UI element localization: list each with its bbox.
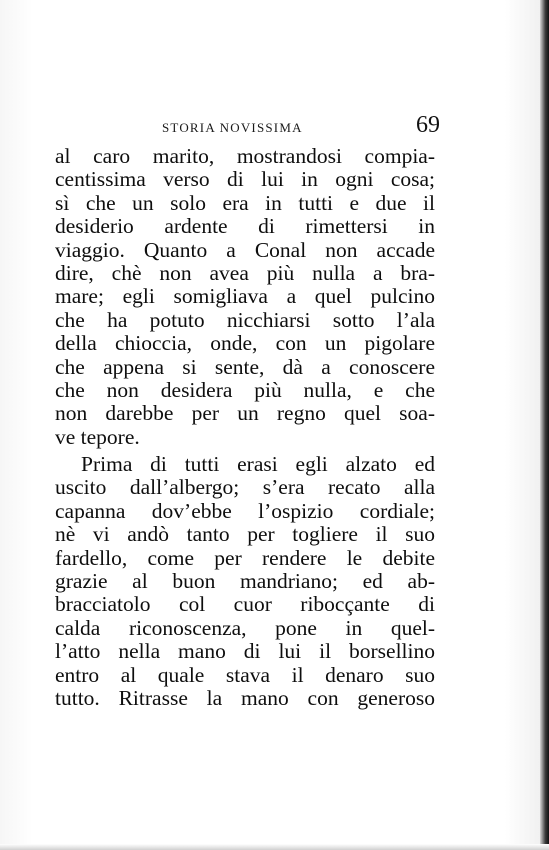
text-line: uscito dall’albergo; s’era recato alla [55,475,435,500]
text-line: al caro marito, mostrandosi compia- [55,144,435,168]
text-line: che appena si sente, dà a conoscere [55,354,435,379]
text-line: l’atto nella mano di lui il borsellino [55,639,435,664]
page-header [55,112,440,144]
text-line: entro al quale stava il denaro suo [55,662,435,687]
paragraph-2 [55,453,435,710]
text-line: calda riconoscenza, pone in quel- [55,615,435,640]
text-line: tutto. Ritrasse la mano con generoso [55,685,435,710]
page-edge-shadow [540,0,549,850]
text-line: fardello, come per rendere le debite [55,545,435,570]
text-line: dire, chè non avea più nulla a bra- [55,260,435,285]
paragraph-1 [55,145,435,449]
page-bottom-edge [0,844,549,850]
text-line: che non desidera più nulla, e che [55,377,435,402]
text-line: della chioccia, onde, con un pigolare [55,331,435,356]
text-line: viaggio. Quanto a Conal non accade [55,237,435,262]
text-line: capanna dov’ebbe l’ospizio cordiale; [55,498,435,523]
body-text [55,145,435,710]
text-line: che ha potuto nicchiarsi sotto l’ala [55,307,435,332]
text-line: bracciatolo col cuor ribocçante di [55,592,435,617]
text-line: ve tepore. [55,424,140,449]
text-line: sì che un solo era in tutti e due il [55,190,435,215]
text-line: non darebbe per un regno quel soa- [55,401,435,426]
page-number: 69 [416,112,440,138]
running-title: STORIA NOVISSIMA [162,120,303,135]
text-line: grazie al buon mandriano; ed ab- [55,569,435,594]
text-line: nè vi andò tanto per togliere il suo [55,522,435,547]
text-line: mare; egli somigliava a quel pulcino [55,284,435,309]
text-line: desiderio ardente di rimettersi in [55,214,435,239]
text-line: Prima di tutti erasi egli alzato ed [81,452,435,477]
text-line: centissima verso di lui in ogni cosa; [55,167,435,192]
